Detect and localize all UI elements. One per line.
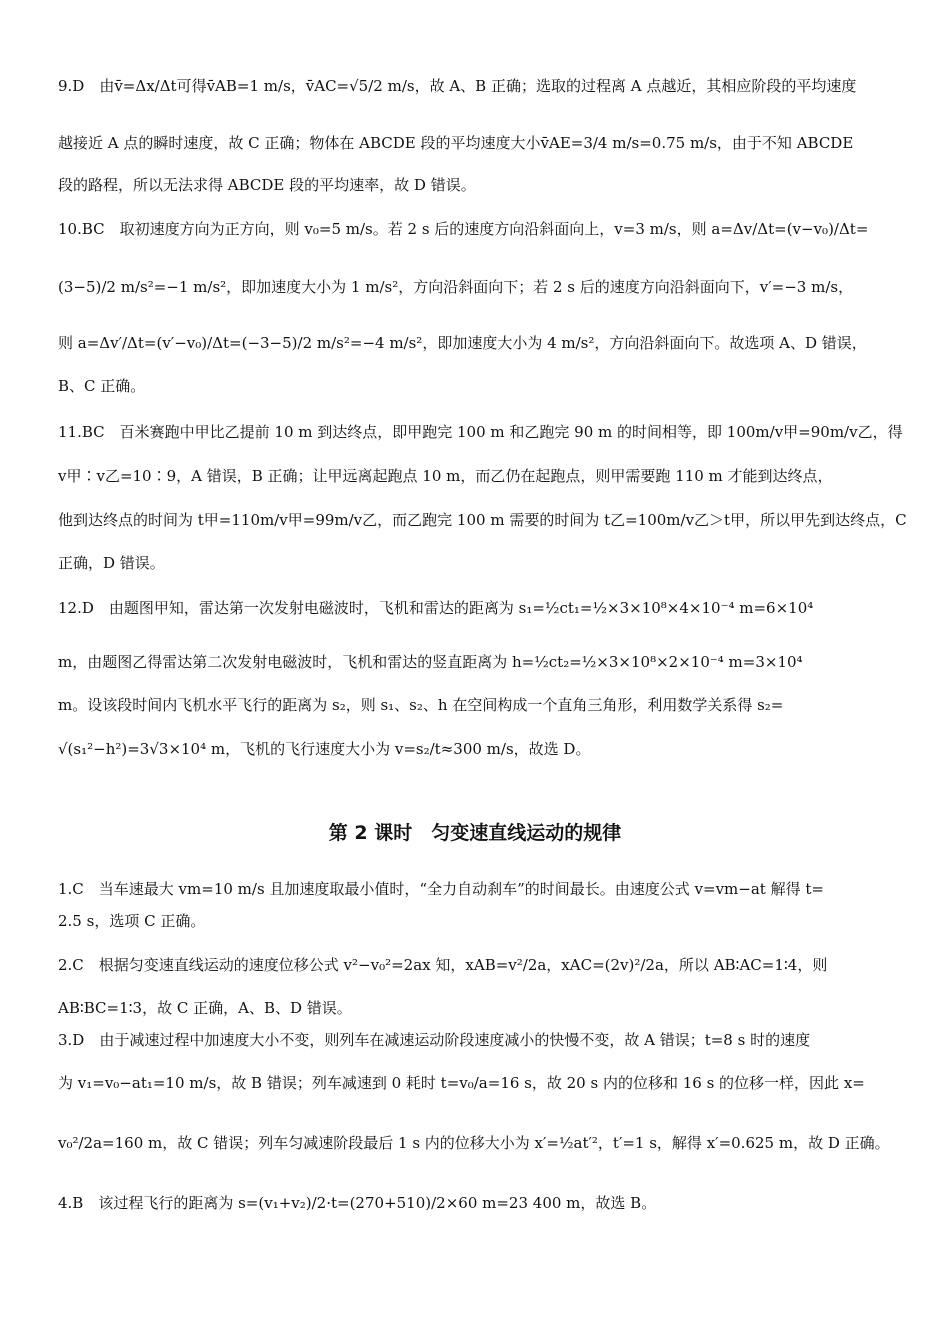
answer-3-line-1: 3.D 由于减速过程中加速度大小不变，则列车在减速运动阶段速度减小的快慢不变，故 A 错误；t=8 s 时的速度 [58, 1031, 811, 1049]
answer-2-line-1: 2.C 根据匀变速直线运动的速度位移公式 v²−v₀²=2ax 知，xAB=v²/2a，xAC=(2v)²/2a，所以 AB∶AC=1∶4，则 [58, 956, 828, 974]
section-title: 第 2 课时 匀变速直线运动的规律 [328, 822, 622, 844]
answer-11-line-4: 正确，D 错误。 [58, 554, 165, 572]
answer-11-line-2: v甲∶v乙=10∶9，A 错误，B 正确；让甲远离起跑点 10 m，而乙仍在起跑点，则甲需要跑 110 m 才能到达终点， [58, 467, 833, 485]
answer-3-line-2: 为 v₁=v₀−at₁=10 m/s，故 B 错误；列车减速到 0 耗时 t=v₀/a=16 s，故 20 s 内的位移和 16 s 的位移一样，因此 x= [58, 1074, 865, 1092]
answer-11-line-3: 他到达终点的时间为 t甲=110m/v甲=99m/v乙，而乙跑完 100 m 需要的时间为 t乙=100m/v乙＞t甲，所以甲先到达终点，C [58, 511, 907, 529]
answer-10-line-1: 10.BC 取初速度方向为正方向，则 v₀=5 m/s。若 2 s 后的速度方向沿斜面向上，v=3 m/s，则 a=Δv/Δt=(v−v₀)/Δt= [58, 220, 869, 238]
answer-12-line-4: √(s₁²−h²)=3√3×10⁴ m，飞机的飞行速度大小为 v=s₂/t≈300 m/s，故选 D。 [58, 740, 591, 758]
answer-10-line-3: 则 a=Δv′/Δt=(v′−v₀)/Δt=(−3−5)/2 m/s²=−4 m/s²，即加速度大小为 4 m/s²，方向沿斜面向下。故选项 A、D 错误， [58, 334, 867, 352]
answer-3-line-3: v₀²/2a=160 m，故 C 错误；列车匀减速阶段最后 1 s 内的位移大小为 x′=½at′²，t′=1 s，解得 x′=0.625 m，故 D 正确。 [58, 1134, 890, 1152]
answer-1-line-2: 2.5 s，选项 C 正确。 [58, 912, 206, 930]
answer-1-line-1: 1.C 当车速最大 vm=10 m/s 且加速度取最小值时，“全力自动刹车”的时间最长。由速度公式 v=vm−at 解得 t= [58, 880, 824, 898]
answer-9-line-1: 9.D 由v̄=Δx/Δt可得v̄AB=1 m/s，v̄AC=√5/2 m/s，故 A、B 正确；选取的过程离 A 点越近，其相应阶段的平均速度 [58, 77, 857, 95]
answer-4-line-1: 4.B 该过程飞行的距离为 s=(v₁+v₂)/2·t=(270+510)/2×60 m=23 400 m，故选 B。 [58, 1194, 657, 1212]
answer-12-line-3: m。设该段时间内飞机水平飞行的距离为 s₂，则 s₁、s₂、h 在空间构成一个直角三角形，利用数学关系得 s₂= [58, 696, 784, 714]
answer-12-line-2: m，由题图乙得雷达第二次发射电磁波时，飞机和雷达的竖直距离为 h=½ct₂=½×3×10⁸×2×10⁻⁴ m=3×10⁴ [58, 653, 803, 671]
answer-9-line-3: 段的路程，所以无法求得 ABCDE 段的平均速率，故 D 错误。 [58, 176, 476, 194]
answer-11-line-1: 11.BC 百米赛跑中甲比乙提前 10 m 到达终点，即甲跑完 100 m 和乙跑完 90 m 的时间相等，即 100m/v甲=90m/v乙，得 [58, 423, 903, 441]
answer-12-line-1: 12.D 由题图甲知，雷达第一次发射电磁波时，飞机和雷达的距离为 s₁=½ct₁=½×3×10⁸×4×10⁻⁴ m=6×10⁴ [58, 599, 814, 617]
answer-2-line-2: AB∶BC=1∶3，故 C 正确，A、B、D 错误。 [58, 999, 352, 1017]
answer-10-line-2: (3−5)/2 m/s²=−1 m/s²，即加速度大小为 1 m/s²，方向沿斜面向下；若 2 s 后的速度方向沿斜面向下，v′=−3 m/s， [58, 278, 854, 296]
answer-9-line-2: 越接近 A 点的瞬时速度，故 C 正确；物体在 ABCDE 段的平均速度大小v̄AE=3/4 m/s=0.75 m/s，由于不知 ABCDE [58, 134, 854, 152]
answer-10-line-4: B、C 正确。 [58, 377, 146, 395]
